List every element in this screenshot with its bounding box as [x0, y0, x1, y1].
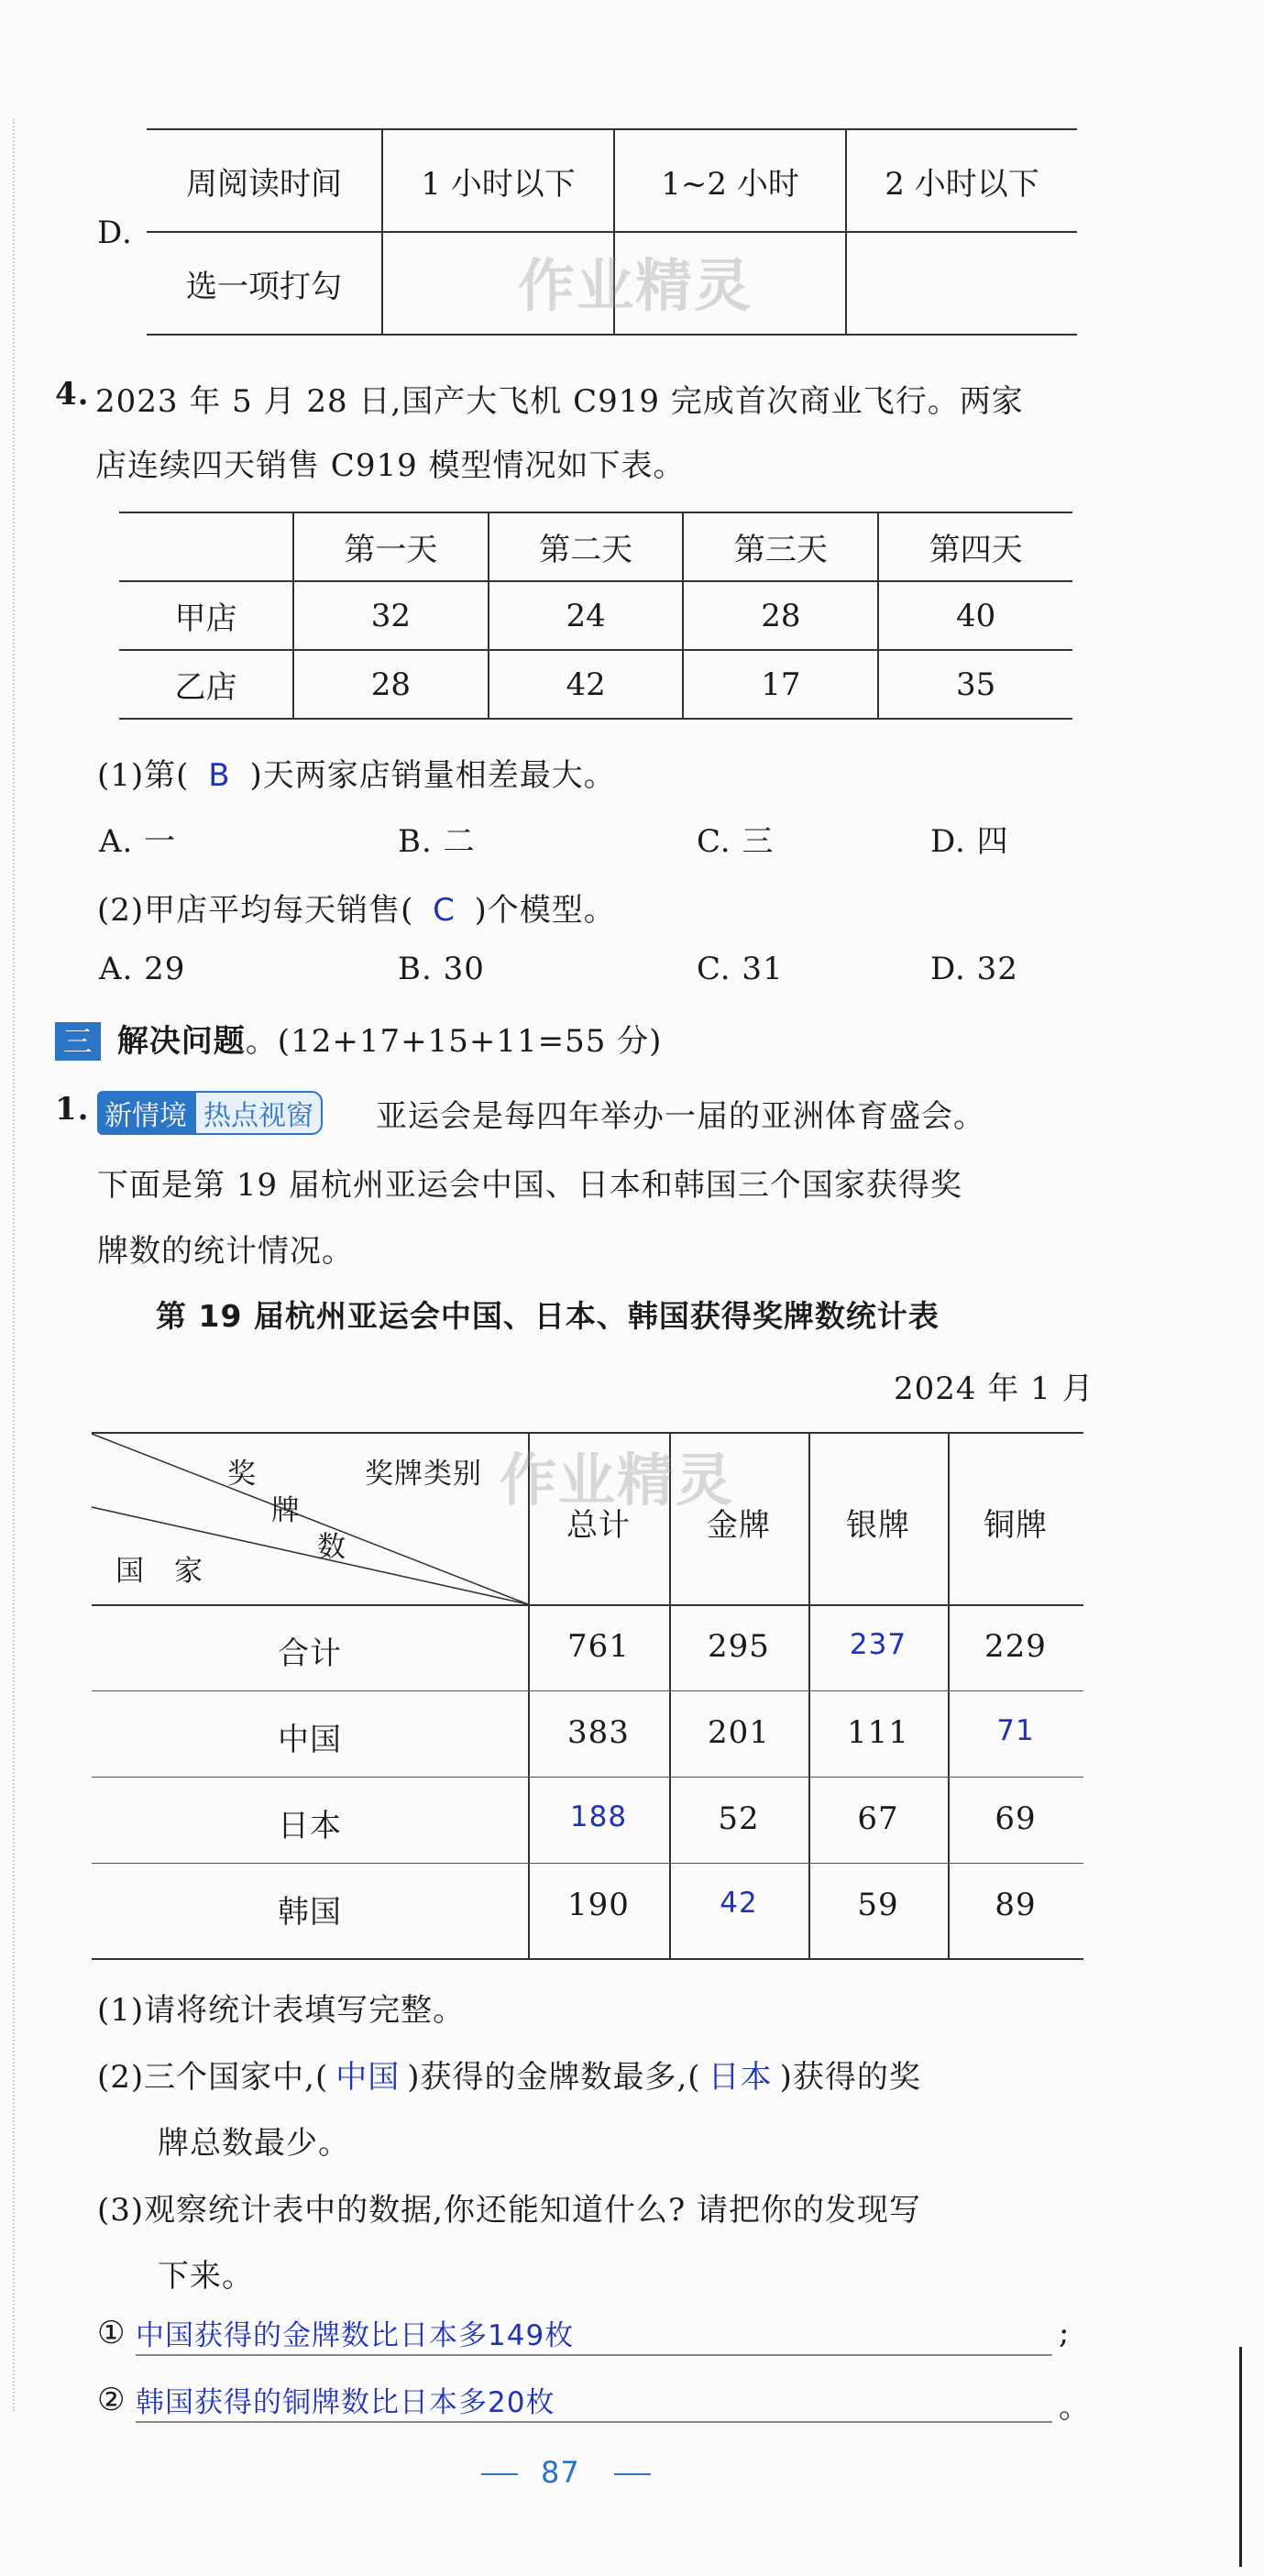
q4-sub1-answer[interactable]: B	[208, 757, 231, 794]
medal-row-country: 韩国	[278, 1894, 342, 1931]
table-divider	[92, 1777, 1083, 1778]
p1-sub2	[97, 2052, 921, 2097]
medal-cell: 67	[857, 1800, 899, 1837]
medal-cell: 69	[995, 1800, 1037, 1837]
sales-row-label: 甲店	[119, 581, 293, 650]
right-edge-line	[1239, 2347, 1242, 2567]
medal-cell: 59	[857, 1887, 899, 1923]
section-three-title: 解决问题	[116, 1023, 246, 1060]
q4-sub2-suffix: )个模型。	[474, 892, 616, 929]
q4-line1: 2023 年 5 月 28 日,国产大飞机 C919 完成首次商业飞行。两家	[95, 383, 1024, 420]
left-margin-line	[13, 119, 15, 2411]
p1-sub3-line2: 下来。	[158, 2258, 254, 2295]
medal-answer-cell[interactable]: 237	[849, 1628, 907, 1661]
table-divider	[92, 1863, 1083, 1864]
medal-row-country: 日本	[278, 1808, 342, 1844]
medal-row-country: 合计	[278, 1635, 342, 1672]
q4-sub1	[97, 750, 616, 795]
header-gold: 金牌	[707, 1507, 771, 1544]
p1-sub2-part-c: )获得的奖	[779, 2059, 921, 2096]
medal-cell: 190	[567, 1887, 630, 1923]
q4-sub2-answer[interactable]: C	[433, 892, 456, 929]
p1-tags	[97, 1091, 323, 1135]
finding-1-end: ;	[1059, 2315, 1071, 2351]
reading-time-header: 周阅读时间	[147, 129, 382, 232]
q4-sub2-option-b[interactable]: B. 30	[398, 951, 485, 987]
option-d-label: D.	[97, 215, 133, 251]
tick-row-header: 选一项打勾	[147, 232, 382, 335]
sales-cell: 28	[293, 650, 489, 719]
sales-cell: 32	[293, 581, 489, 650]
sales-header-day2: 第二天	[489, 512, 684, 581]
p1-line3: 牌数的统计情况。	[97, 1233, 354, 1270]
option-under-1h: 1 小时以下	[382, 129, 614, 232]
finding-1-number: ①	[97, 2315, 126, 2351]
medal-cell: 89	[995, 1887, 1037, 1923]
header-bronze: 铜牌	[984, 1507, 1048, 1544]
medal-answer-cell[interactable]: 42	[720, 1887, 758, 1920]
watermark-2: 作业精灵	[500, 1447, 735, 1514]
header-total: 总计	[566, 1507, 631, 1544]
sales-cell: 42	[489, 650, 684, 719]
hot-topic-tag: 热点视窗	[194, 1091, 323, 1135]
corner-label-pai: 牌	[271, 1494, 301, 1527]
sales-header-blank	[119, 512, 293, 581]
q4-sub2-option-d[interactable]: D. 32	[930, 951, 1018, 987]
p1-line2: 下面是第 19 届杭州亚运会中国、日本和韩国三个国家获得奖	[97, 1167, 962, 1204]
medal-cell: 229	[984, 1628, 1047, 1665]
page-number-line-left	[481, 2473, 518, 2475]
p1-sub2-part-b: )获得的金牌数最多,(	[407, 2059, 701, 2096]
q4-line2: 店连续四天销售 C919 模型情况如下表。	[95, 447, 686, 484]
corner-label-jiang: 奖	[227, 1458, 257, 1491]
sales-cell: 35	[955, 666, 996, 703]
sales-table	[119, 512, 1072, 720]
medal-answer-cell[interactable]: 71	[996, 1714, 1035, 1747]
finding-1-field[interactable]	[136, 2312, 1052, 2356]
medal-cell: 52	[718, 1800, 760, 1837]
header-silver: 银牌	[846, 1507, 910, 1544]
sales-header-day3: 第三天	[683, 512, 878, 581]
section-three-score: 。(12+17+15+11=55 分)	[245, 1023, 663, 1060]
medal-table-title: 第 19 届杭州亚运会中国、日本、韩国获得奖牌数统计表	[156, 1298, 940, 1334]
finding-1-text: 中国获得的金牌数比日本多149枚	[136, 2319, 575, 2352]
p1-sub2-answer-most-gold[interactable]: 中国	[335, 2059, 401, 2096]
table-divider	[92, 1690, 1083, 1691]
option-2h-below: 2 小时以下	[846, 129, 1077, 232]
medal-cell: 295	[708, 1628, 770, 1665]
medal-cell: 111	[847, 1714, 909, 1751]
medal-table-date: 2024 年 1 月	[894, 1371, 1094, 1407]
sales-cell: 40	[878, 581, 1072, 650]
q4-sub1-option-c[interactable]: C. 三	[697, 823, 775, 860]
q4-number: 4.	[55, 376, 90, 413]
sales-header-day1: 第一天	[293, 512, 489, 581]
medal-row-country: 中国	[278, 1722, 342, 1758]
q4-sub2-option-a[interactable]: A. 29	[99, 951, 186, 987]
option-1-2h: 1~2 小时	[614, 129, 846, 232]
tick-cell-3[interactable]	[846, 232, 1077, 335]
finding-2-number: ②	[97, 2382, 126, 2418]
section-three-badge: 三	[55, 1022, 101, 1061]
sales-cell: 17	[683, 650, 878, 719]
sales-cell: 24	[489, 581, 684, 650]
page-number-line-right	[614, 2473, 651, 2475]
sales-cell: 28	[683, 581, 878, 650]
medal-cell: 383	[567, 1714, 630, 1751]
p1-sub3-line1: (3)观察统计表中的数据,你还能知道什么? 请把你的发现写	[97, 2192, 922, 2229]
page-number: 87	[541, 2455, 580, 2490]
finding-2-text: 韩国获得的铜牌数比日本多20枚	[136, 2386, 555, 2419]
sales-row-label: 乙店	[119, 650, 293, 719]
p1-sub1: (1)请将统计表填写完整。	[97, 1992, 466, 2029]
q4-sub2-option-c[interactable]: C. 31	[697, 951, 784, 987]
medal-cell: 201	[708, 1714, 770, 1751]
p1-sub2-line2: 牌总数最少。	[158, 2125, 350, 2162]
q4-sub1-option-b[interactable]: B. 二	[398, 823, 476, 860]
p1-sub2-answer-fewest-total[interactable]: 日本	[708, 2059, 773, 2096]
q4-sub1-suffix: )天两家店销量相差最大。	[249, 757, 616, 794]
p1-sub2-part-a: (2)三个国家中,(	[97, 2059, 329, 2096]
p1-number: 1.	[55, 1091, 90, 1128]
sales-header-day4: 第四天	[878, 512, 1072, 581]
medal-answer-cell[interactable]: 188	[569, 1800, 628, 1833]
watermark-1: 作业精灵	[518, 252, 753, 319]
corner-label-country: 国 家	[115, 1555, 203, 1588]
medal-cell: 761	[567, 1628, 630, 1665]
new-context-tag: 新情境	[97, 1091, 194, 1135]
section-three-heading	[55, 1016, 662, 1061]
q4-sub2	[97, 885, 616, 930]
finding-2-field[interactable]	[136, 2379, 1052, 2423]
q4-sub1-prefix: (1)第(	[97, 757, 190, 794]
q4-sub2-prefix: (2)甲店平均每天销售(	[97, 892, 414, 929]
table-divider	[92, 1604, 1083, 1606]
finding-2-end: 。	[1059, 2389, 1091, 2426]
p1-line1: 亚运会是每四年举办一届的亚洲体育盛会。	[376, 1098, 985, 1135]
corner-label-medal-category: 奖牌类别	[365, 1458, 482, 1491]
q4-sub1-option-a[interactable]: A. 一	[99, 823, 177, 860]
corner-label-shu: 数	[317, 1531, 346, 1564]
q4-sub1-option-d[interactable]: D. 四	[930, 823, 1009, 860]
